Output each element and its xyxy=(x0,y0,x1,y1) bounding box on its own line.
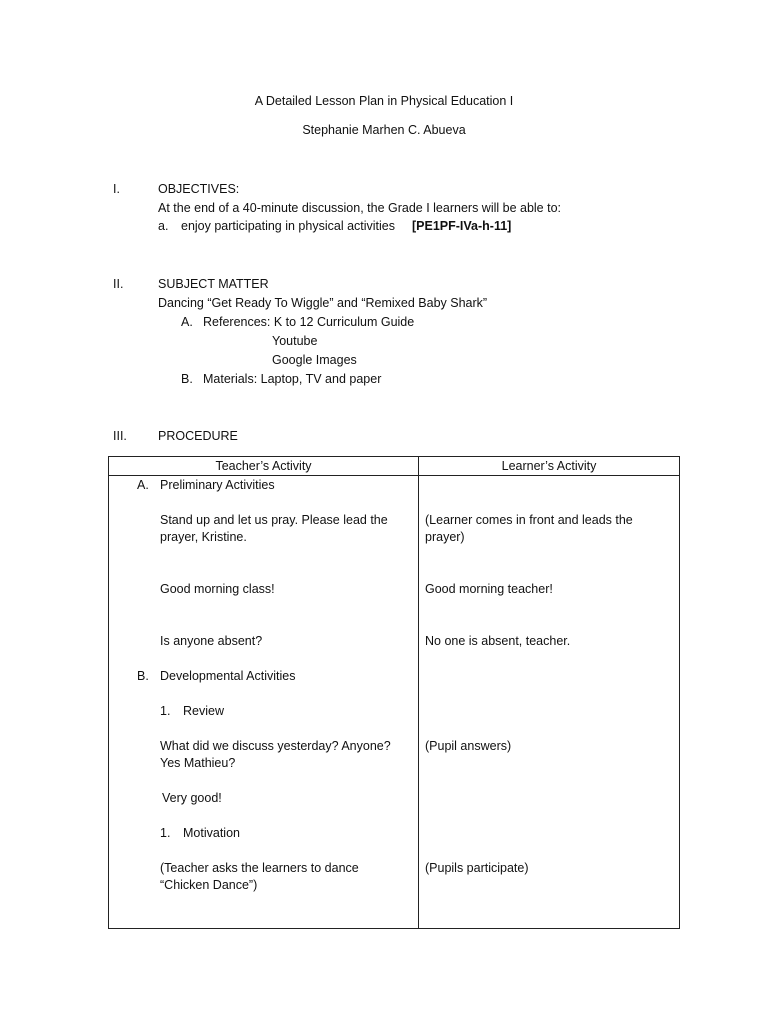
procedure-numeral: III. xyxy=(113,429,127,443)
procedure-table xyxy=(108,456,680,929)
learner-activity-header: Learner’s Activity xyxy=(419,457,680,476)
reference-google-images: Google Images xyxy=(272,353,357,367)
table-row xyxy=(109,476,680,929)
learner-motivation-response: (Pupils participate) xyxy=(425,861,529,875)
objective-code: [PE1PF-IVa-h-11] xyxy=(412,219,512,233)
teacher-very-good: Very good! xyxy=(162,791,222,805)
review-question-line-1: What did we discuss yesterday? Anyone? xyxy=(160,739,391,753)
learner-pray-line-2: prayer) xyxy=(425,530,465,544)
learner-greeting: Good morning teacher! xyxy=(425,582,553,596)
teacher-activity-header: Teacher’s Activity xyxy=(109,457,419,476)
section-a-letter: A. xyxy=(137,478,149,492)
author-name: Stephanie Marhen C. Abueva xyxy=(302,123,466,137)
reference-youtube: Youtube xyxy=(272,334,318,348)
subject-matter-numeral: II. xyxy=(113,277,124,291)
review-title: Review xyxy=(183,704,224,718)
objective-text: enjoy participating in physical activities xyxy=(181,219,395,233)
section-b-title: Developmental Activities xyxy=(160,669,296,683)
section-b-letter: B. xyxy=(137,669,149,683)
learner-absent-answer: No one is absent, teacher. xyxy=(425,634,571,648)
subject-matter-topic: Dancing “Get Ready To Wiggle” and “Remixed Baby Shark” xyxy=(158,296,488,310)
document-title: A Detailed Lesson Plan in Physical Education I xyxy=(254,94,514,108)
teacher-pray-line-1: Stand up and let us pray. Please lead the xyxy=(160,513,388,527)
procedure-heading: PROCEDURE xyxy=(158,429,238,443)
objectives-numeral: I. xyxy=(113,182,120,196)
teacher-activity-cell xyxy=(109,476,419,929)
learner-activity-cell xyxy=(419,476,680,929)
motivation-text-line-1: (Teacher asks the learners to dance xyxy=(160,861,359,875)
teacher-pray-line-2: prayer, Kristine. xyxy=(160,530,247,544)
table-header-row xyxy=(109,457,680,476)
motivation-text-line-2: “Chicken Dance”) xyxy=(160,878,258,892)
motivation-title: Motivation xyxy=(183,826,240,840)
teacher-absent-question: Is anyone absent? xyxy=(160,634,263,648)
review-number: 1. xyxy=(160,704,171,718)
learner-pray-line-1: (Learner comes in front and leads the xyxy=(425,513,633,527)
objectives-intro: At the end of a 40-minute discussion, the Grade I learners will be able to: xyxy=(158,201,562,215)
learner-review-answer: (Pupil answers) xyxy=(425,739,512,753)
objective-letter: a. xyxy=(158,219,169,233)
references-letter: A. xyxy=(181,315,193,329)
teacher-greeting: Good morning class! xyxy=(160,582,275,596)
materials-letter: B. xyxy=(181,372,193,386)
objectives-heading: OBJECTIVES: xyxy=(158,182,240,196)
materials-label: Materials: Laptop, TV and paper xyxy=(203,372,382,386)
references-label: References: K to 12 Curriculum Guide xyxy=(203,315,415,329)
subject-matter-heading: SUBJECT MATTER xyxy=(158,277,269,291)
motivation-number: 1. xyxy=(160,826,171,840)
section-a-title: Preliminary Activities xyxy=(160,478,275,492)
review-question-line-2: Yes Mathieu? xyxy=(160,756,236,770)
